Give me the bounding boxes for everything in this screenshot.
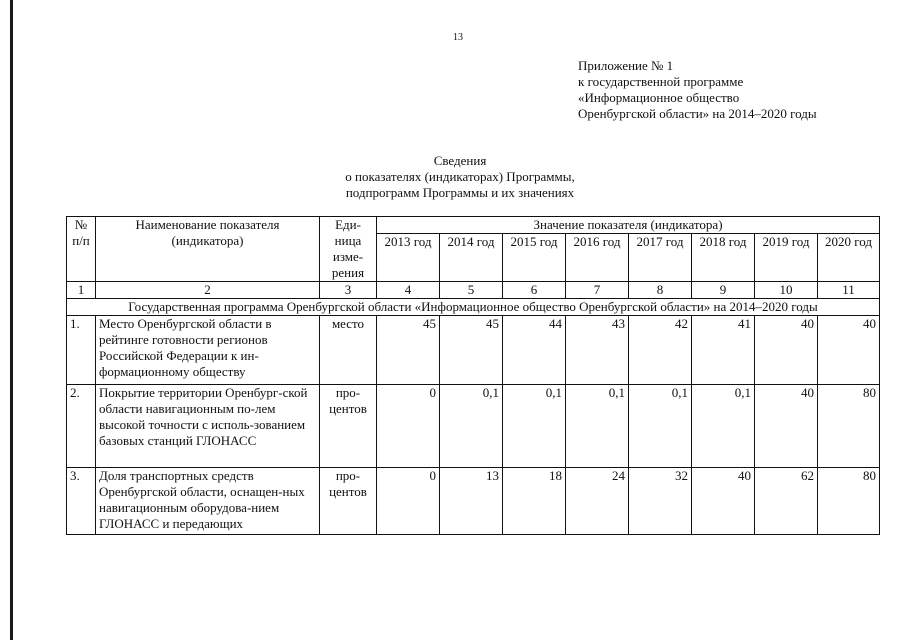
row-unit: место [320, 316, 377, 385]
column-number: 9 [692, 282, 755, 299]
row-value: 40 [818, 316, 880, 385]
row-value: 0,1 [629, 385, 692, 468]
table-row [67, 316, 880, 385]
header-num: № п/п [67, 217, 96, 282]
section-row [67, 299, 880, 316]
page-number: 13 [453, 32, 463, 43]
indicators-table [66, 216, 880, 535]
header-year: 2019 год [755, 234, 818, 282]
header-year: 2013 год [377, 234, 440, 282]
row-value: 43 [566, 316, 629, 385]
heading-line: подпрограмм Программы и их значениях [345, 185, 575, 200]
row-value: 44 [503, 316, 566, 385]
column-number: 11 [818, 282, 880, 299]
appendix-line: к государственной программе [578, 74, 744, 89]
column-number: 8 [629, 282, 692, 299]
heading-line: о показателях (индикаторах) Программы, [345, 169, 575, 184]
header-year: 2020 год [818, 234, 880, 282]
row-indicator-name: Доля транспортных средств Оренбургской области, оснащен-ных навигационным оборудова-нием ГЛОНАСС и передающих [96, 468, 320, 535]
column-number: 4 [377, 282, 440, 299]
column-number: 5 [440, 282, 503, 299]
table-row [67, 468, 880, 535]
row-value: 0 [377, 468, 440, 535]
header-row [67, 217, 880, 234]
appendix-line: Приложение № 1 [578, 58, 674, 73]
row-value: 0,1 [440, 385, 503, 468]
appendix-line: «Информационное общество [578, 90, 740, 105]
header-year: 2018 год [692, 234, 755, 282]
header-year: 2017 год [629, 234, 692, 282]
row-indicator-name: Покрытие территории Оренбург-ской области навигационным по-лем высокой точности с исполь-зованием базовых станций ГЛОНАСС [96, 385, 320, 468]
heading-line: Сведения [433, 153, 487, 168]
row-value: 42 [629, 316, 692, 385]
column-number: 10 [755, 282, 818, 299]
row-value: 18 [503, 468, 566, 535]
row-value: 24 [566, 468, 629, 535]
section-title: Государственная программа Оренбургской области «Информационное общество Оренбургской области» на 2014–2020 годы [67, 299, 880, 316]
header-value-group: Значение показателя (индикатора) [377, 217, 880, 234]
row-indicator-name: Место Оренбургской области в рейтинге готовности регионов Российской Федерации к ин-формационному обществу [96, 316, 320, 385]
column-numbers-row [67, 282, 880, 299]
header-name: Наименование показателя (индикатора) [96, 217, 320, 282]
row-num: 1. [67, 316, 96, 385]
header-year: 2015 год [503, 234, 566, 282]
row-value: 40 [755, 316, 818, 385]
row-value: 45 [377, 316, 440, 385]
row-value: 0,1 [503, 385, 566, 468]
row-value: 40 [755, 385, 818, 468]
column-number: 2 [96, 282, 320, 299]
row-value: 80 [818, 468, 880, 535]
row-value: 13 [440, 468, 503, 535]
column-number: 3 [320, 282, 377, 299]
row-value: 80 [818, 385, 880, 468]
row-value: 0,1 [692, 385, 755, 468]
table-row [67, 385, 880, 468]
row-value: 62 [755, 468, 818, 535]
row-value: 40 [692, 468, 755, 535]
header-year: 2014 год [440, 234, 503, 282]
row-value: 0,1 [566, 385, 629, 468]
column-number: 1 [67, 282, 96, 299]
document-heading [300, 153, 620, 201]
row-value: 45 [440, 316, 503, 385]
row-value: 41 [692, 316, 755, 385]
row-value: 0 [377, 385, 440, 468]
appendix-line: Оренбургской области» на 2014–2020 годы [578, 106, 817, 121]
column-number: 6 [503, 282, 566, 299]
row-num: 3. [67, 468, 96, 535]
column-number: 7 [566, 282, 629, 299]
scan-edge [10, 0, 13, 640]
row-value: 32 [629, 468, 692, 535]
row-unit: про-центов [320, 468, 377, 535]
header-unit: Еди-ница изме-рения [320, 217, 377, 282]
appendix-note [578, 58, 817, 122]
row-num: 2. [67, 385, 96, 468]
row-unit: про-центов [320, 385, 377, 468]
header-year: 2016 год [566, 234, 629, 282]
